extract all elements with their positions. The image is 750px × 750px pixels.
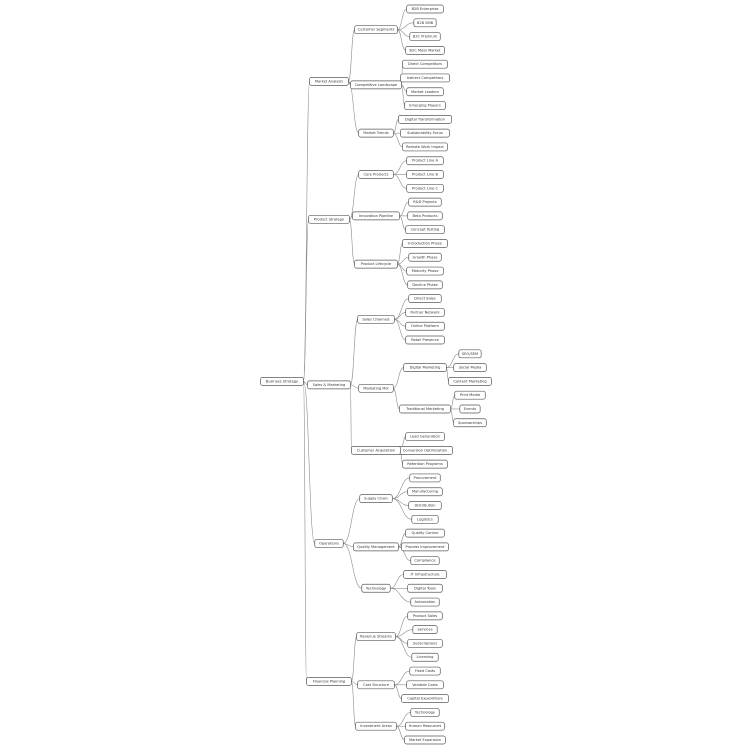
node-b2c-premium[interactable]	[410, 33, 441, 41]
node-digital-tools[interactable]	[408, 584, 443, 592]
node-human-resources[interactable]	[406, 722, 445, 730]
node-label: Product Line B	[412, 172, 438, 177]
node-sales-and-marketing[interactable]	[308, 381, 351, 389]
node-procurement[interactable]	[410, 474, 441, 482]
node-innovation-pipeline[interactable]	[353, 212, 400, 220]
node-label: Market Analysis	[314, 79, 344, 84]
connector-line	[451, 409, 454, 423]
connector-line	[392, 499, 408, 506]
connector-line	[350, 385, 358, 388]
node-label: Competitive Landscape	[354, 82, 398, 87]
node-label: Digital Transformation	[405, 117, 445, 122]
node-label: Product Lifecycle	[360, 262, 392, 267]
node-label: Product Line A	[412, 158, 438, 163]
node-print-media[interactable]	[455, 391, 486, 399]
node-label: Digital Marketing	[409, 365, 441, 370]
node-label: R&D Projects	[413, 200, 437, 205]
node-label: Product Line C	[412, 186, 438, 191]
node-label: Human Resources	[408, 724, 442, 729]
node-investment-areas[interactable]	[356, 722, 397, 730]
connector-line	[350, 319, 357, 385]
node-label: Sustainability Focus	[407, 131, 443, 136]
connector-line	[397, 30, 405, 51]
node-distribution[interactable]	[409, 502, 442, 510]
node-product-lifecycle[interactable]	[355, 260, 398, 268]
node-supply-chain[interactable]	[360, 495, 393, 503]
node-label: Capital Expenditure	[407, 696, 443, 701]
node-label: Technology	[365, 586, 387, 591]
node-label: Automation	[414, 600, 436, 605]
node-licensing[interactable]	[412, 653, 438, 661]
node-label: Conversion Optimization	[402, 448, 448, 453]
connector-line	[397, 30, 409, 37]
node-label: Market Expansion	[408, 738, 442, 742]
node-financial-planning[interactable]	[307, 677, 352, 685]
node-sponsorships[interactable]	[454, 419, 487, 427]
node-label: Sales & Marketing	[312, 382, 346, 387]
node-label: Supply Chain	[364, 496, 388, 501]
node-label: Business Strategy	[265, 379, 299, 384]
node-product-strategy[interactable]	[309, 215, 350, 223]
node-label: B2B SMB	[416, 20, 434, 25]
node-label: Technology	[414, 710, 436, 715]
node-retail-presence[interactable]	[406, 336, 445, 344]
connector-line	[349, 219, 354, 264]
node-label: Product Strategy	[313, 217, 345, 222]
node-maturity-phase[interactable]	[407, 267, 444, 275]
node-quality-control[interactable]	[406, 529, 445, 537]
node-retention-programs[interactable]	[403, 460, 448, 468]
connector-line	[397, 243, 402, 264]
node-sustainability-focus[interactable]	[401, 129, 450, 137]
connector-line	[393, 119, 398, 133]
connector-line	[350, 385, 351, 451]
node-concept-testing[interactable]	[406, 226, 445, 234]
node-beta-products[interactable]	[408, 212, 443, 220]
connector-line	[395, 616, 407, 637]
node-label: Content Marketing	[453, 379, 487, 384]
node-quality-management[interactable]	[354, 543, 399, 551]
node-label: Digital Tools	[414, 586, 436, 591]
connector-line	[393, 175, 406, 189]
node-label: Sponsorships	[458, 420, 482, 425]
node-market-trends[interactable]	[359, 129, 394, 137]
connector-line	[393, 161, 406, 175]
node-label: Investment Areas	[360, 724, 392, 729]
connector-line	[397, 264, 407, 285]
node-indirect-competitors[interactable]	[401, 74, 450, 82]
node-introduction-phase[interactable]	[403, 239, 448, 247]
node-digital-marketing[interactable]	[404, 364, 447, 372]
node-label: Events	[463, 406, 477, 411]
node-technology[interactable]	[411, 708, 440, 716]
node-label: Print Media	[459, 393, 481, 398]
node-logistics[interactable]	[412, 515, 438, 523]
node-label: Direct Competitors	[408, 62, 442, 67]
node-customer-acquisition[interactable]	[352, 446, 401, 454]
node-operations[interactable]	[315, 539, 344, 547]
node-label: Social Media	[458, 365, 482, 370]
node-remote-work-impact[interactable]	[403, 143, 448, 151]
node-label: Operations	[319, 541, 339, 546]
node-market-analysis[interactable]	[310, 77, 349, 85]
node-label: Variable Costs	[412, 682, 438, 687]
node-label: Quality Control	[411, 531, 439, 536]
node-product-sales[interactable]	[408, 612, 443, 620]
connector-line	[394, 685, 401, 699]
node-label: Beta Products	[412, 213, 438, 218]
node-label: Fixed Costs	[414, 669, 436, 674]
connector-line	[396, 726, 404, 740]
node-label: Sales Channels	[362, 317, 390, 322]
node-partner-network[interactable]	[406, 308, 445, 316]
node-label: B2C Mass Market	[409, 48, 441, 53]
node-label: Introduction Phase	[408, 241, 442, 246]
node-emerging-players[interactable]	[405, 102, 446, 110]
connector-line	[351, 637, 356, 682]
node-market-expansion[interactable]	[405, 736, 446, 744]
connector-line	[393, 388, 399, 409]
connector-line	[303, 81, 309, 381]
node-label: Maturity Phase	[411, 269, 439, 274]
node-core-products[interactable]	[359, 171, 394, 179]
node-fixed-costs[interactable]	[410, 667, 441, 675]
node-b2b-smb[interactable]	[414, 19, 436, 27]
node-label: Revenue Streams	[360, 634, 392, 639]
node-label: Customer Segments	[357, 27, 395, 32]
connector-line	[392, 478, 409, 499]
node-label: Retention Programs	[407, 462, 443, 467]
node-label: Online Platform	[411, 324, 439, 329]
node-label: Financial Planning	[312, 679, 346, 684]
node-label: Core Products	[363, 172, 389, 177]
node-label: Indirect Competitors	[406, 75, 444, 80]
connector-line	[393, 368, 403, 389]
node-variable-costs[interactable]	[407, 681, 444, 689]
node-manufacturing[interactable]	[408, 488, 443, 496]
node-layer	[261, 5, 492, 744]
node-conversion-optimization[interactable]	[397, 446, 452, 454]
node-revenue-streams[interactable]	[357, 633, 396, 641]
connector-line	[303, 219, 308, 381]
node-label: B2B Enterprise	[411, 7, 439, 11]
node-label: Services	[417, 627, 433, 632]
node-label: B2C Premium	[412, 34, 438, 39]
node-services[interactable]	[413, 626, 437, 634]
node-label: Retail Presence	[411, 338, 439, 343]
connector-line	[395, 630, 412, 637]
node-marketing-mix[interactable]	[359, 384, 394, 392]
node-label: Process Improvement	[405, 544, 445, 549]
node-cost-structure[interactable]	[358, 681, 395, 689]
node-label: Decline Phase	[412, 282, 438, 287]
node-digital-transformation[interactable]	[398, 115, 451, 123]
node-label: Logistics	[417, 517, 433, 522]
node-label: SEO/SEM	[461, 351, 479, 356]
node-process-improvement[interactable]	[402, 543, 449, 551]
node-technology[interactable]	[362, 584, 391, 592]
node-seo-sem[interactable]	[459, 350, 481, 358]
node-competitive-landscape[interactable]	[350, 81, 401, 89]
node-label: Manufacturing	[411, 489, 439, 494]
node-label: Cost Structure	[363, 682, 389, 687]
node-label: Licensing	[416, 655, 434, 660]
node-label: Emerging Players	[409, 103, 441, 108]
node-label: Procurement	[413, 475, 437, 480]
node-label: Direct Sales	[414, 296, 436, 301]
node-label: Lead Generation	[410, 434, 440, 439]
connector-line	[390, 574, 403, 588]
connector-line	[351, 681, 355, 726]
node-label: Compliance	[414, 558, 436, 563]
node-direct-competitors[interactable]	[403, 60, 448, 68]
node-capital-expenditure[interactable]	[402, 695, 449, 703]
node-it-infrastructure[interactable]	[404, 570, 447, 578]
node-lead-generation[interactable]	[406, 433, 445, 441]
connector-line	[303, 381, 306, 681]
node-product-line-b[interactable]	[407, 171, 444, 179]
root-node-business-strategy[interactable]	[261, 377, 304, 385]
connector-line	[348, 30, 354, 82]
node-market-leaders[interactable]	[407, 88, 444, 96]
connector-line	[451, 395, 455, 409]
node-label: Distribution	[414, 503, 436, 508]
node-label: Subscriptions	[412, 641, 438, 646]
node-label: Partner Network	[410, 310, 440, 315]
node-label: Concept Testing	[410, 227, 440, 232]
node-decline-phase[interactable]	[408, 281, 443, 289]
node-customer-segments[interactable]	[355, 26, 398, 34]
node-sales-channels[interactable]	[358, 315, 395, 323]
node-label: Customer Acquisition	[356, 448, 396, 453]
node-label: Innovation Pipeline	[358, 213, 394, 218]
node-automation[interactable]	[411, 598, 440, 606]
connector-line	[392, 492, 407, 499]
node-traditional-marketing[interactable]	[399, 405, 450, 413]
node-randd-projects[interactable]	[409, 198, 442, 206]
node-label: Remote Work Impact	[406, 144, 444, 149]
node-product-line-c[interactable]	[407, 184, 444, 192]
node-social-media[interactable]	[454, 364, 487, 372]
node-compliance[interactable]	[411, 557, 440, 565]
node-label: Product Sales	[412, 613, 438, 618]
node-label: Market Leaders	[411, 89, 439, 94]
node-subscriptions[interactable]	[408, 639, 443, 647]
node-label: IT Infrastructure	[410, 572, 440, 577]
node-product-line-a[interactable]	[407, 157, 444, 165]
node-online-platform[interactable]	[406, 322, 445, 330]
node-label: Quality Management	[357, 544, 395, 549]
node-content-marketing[interactable]	[449, 377, 492, 385]
node-events[interactable]	[460, 405, 480, 413]
node-direct-sales[interactable]	[409, 295, 442, 303]
node-b2b-enterprise[interactable]	[407, 5, 444, 13]
node-growth-phase[interactable]	[409, 253, 442, 261]
node-label: Market Trends	[363, 131, 389, 136]
connector-line	[343, 499, 359, 544]
connector-line	[399, 202, 408, 216]
node-label: Marketing Mix	[363, 386, 389, 391]
node-b2c-mass-market[interactable]	[406, 46, 445, 54]
connector-line	[399, 216, 405, 230]
node-label: Traditional Marketing	[406, 406, 444, 411]
node-label: Growth Phase	[412, 255, 438, 260]
